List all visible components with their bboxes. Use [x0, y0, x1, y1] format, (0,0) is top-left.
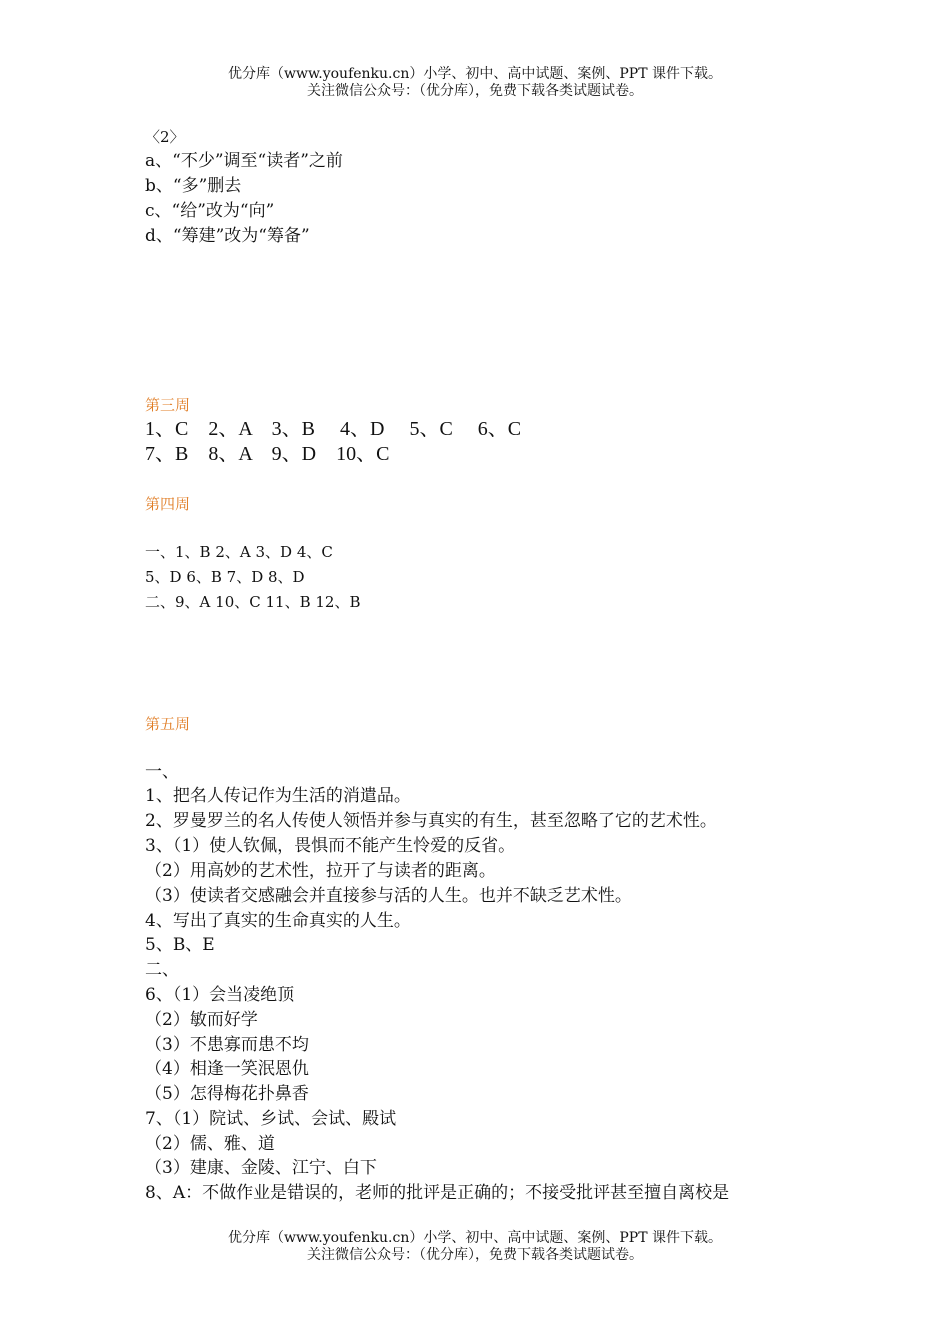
- part2-item-c: c、“给”改为“向”: [145, 201, 275, 221]
- week4-answers-3: 二、9、A 10、C 11、B 12、B: [145, 593, 361, 611]
- week5-line: （3）使读者交感融会并直接参与活的人生。也并不缺乏艺术性。: [145, 886, 632, 906]
- footer-line-2: 关注微信公众号：（优分库），免费下载各类试题试卷。: [307, 1247, 643, 1263]
- week4-answers-2: 5、D 6、B 7、D 8、D: [145, 568, 305, 586]
- week5-line: （2）用高妙的艺术性，拉开了与读者的距离。: [145, 861, 496, 881]
- header-line-2: 关注微信公众号：（优分库），免费下载各类试题试卷。: [307, 83, 643, 99]
- week5-line: （5）怎得梅花扑鼻香: [145, 1084, 309, 1104]
- part2-label: 〈2〉: [145, 128, 185, 146]
- week5-line: （2）儒、雅、道: [145, 1134, 275, 1154]
- week5-line: 一、: [145, 762, 179, 782]
- week3-heading: 第三周: [145, 396, 191, 414]
- week5-line: 7、（1）院试、乡试、会试、殿试: [145, 1109, 397, 1129]
- week5-line: （4）相逢一笑泯恩仇: [145, 1059, 309, 1079]
- week5-line: 二、: [145, 960, 179, 980]
- week5-line: 3、（1）使人钦佩，畏惧而不能产生怜爱的反省。: [145, 836, 516, 856]
- part2-item-b: b、“多”删去: [145, 176, 242, 196]
- week3-answers-1: 1、C 2、A 3、B 4、D 5、C 6、C: [145, 418, 522, 440]
- week3-answers-2: 7、B 8、A 9、D 10、C: [145, 443, 390, 465]
- week5-heading: 第五周: [145, 715, 191, 733]
- week5-line: 4、写出了真实的生命真实的人生。: [145, 911, 411, 931]
- week5-line: 8、A：不做作业是错误的，老师的批评是正确的；不接受批评甚至擅自离校是: [145, 1183, 730, 1203]
- week5-line: （2）敏而好学: [145, 1010, 258, 1030]
- header-line-1: 优分库（www.youfenku.cn）小学、初中、高中试题、案例、PPT 课件下载。: [227, 66, 722, 82]
- page-footer: [0, 1230, 950, 1264]
- week4-heading: 第四周: [145, 495, 191, 513]
- page-header: [0, 66, 950, 100]
- week5-line: （3）建康、金陵、江宁、白下: [145, 1158, 377, 1178]
- week5-line: （3）不患寡而患不均: [145, 1035, 309, 1055]
- week5-line: 6、（1）会当凌绝顶: [145, 985, 295, 1005]
- part2-item-a: a、“不少”调至“读者”之前: [145, 151, 343, 171]
- part2-item-d: d、“筹建”改为“筹备”: [145, 226, 310, 246]
- week5-line: 1、把名人传记作为生活的消遣品。: [145, 786, 411, 806]
- week4-answers-1: 一、1、B 2、A 3、D 4、C: [145, 543, 333, 561]
- week5-line: 5、B、E: [145, 935, 215, 955]
- week5-line: 2、罗曼罗兰的名人传使人领悟并参与真实的有生，甚至忽略了它的艺术性。: [145, 811, 717, 831]
- footer-line-1: 优分库（www.youfenku.cn）小学、初中、高中试题、案例、PPT 课件下载。: [227, 1230, 722, 1246]
